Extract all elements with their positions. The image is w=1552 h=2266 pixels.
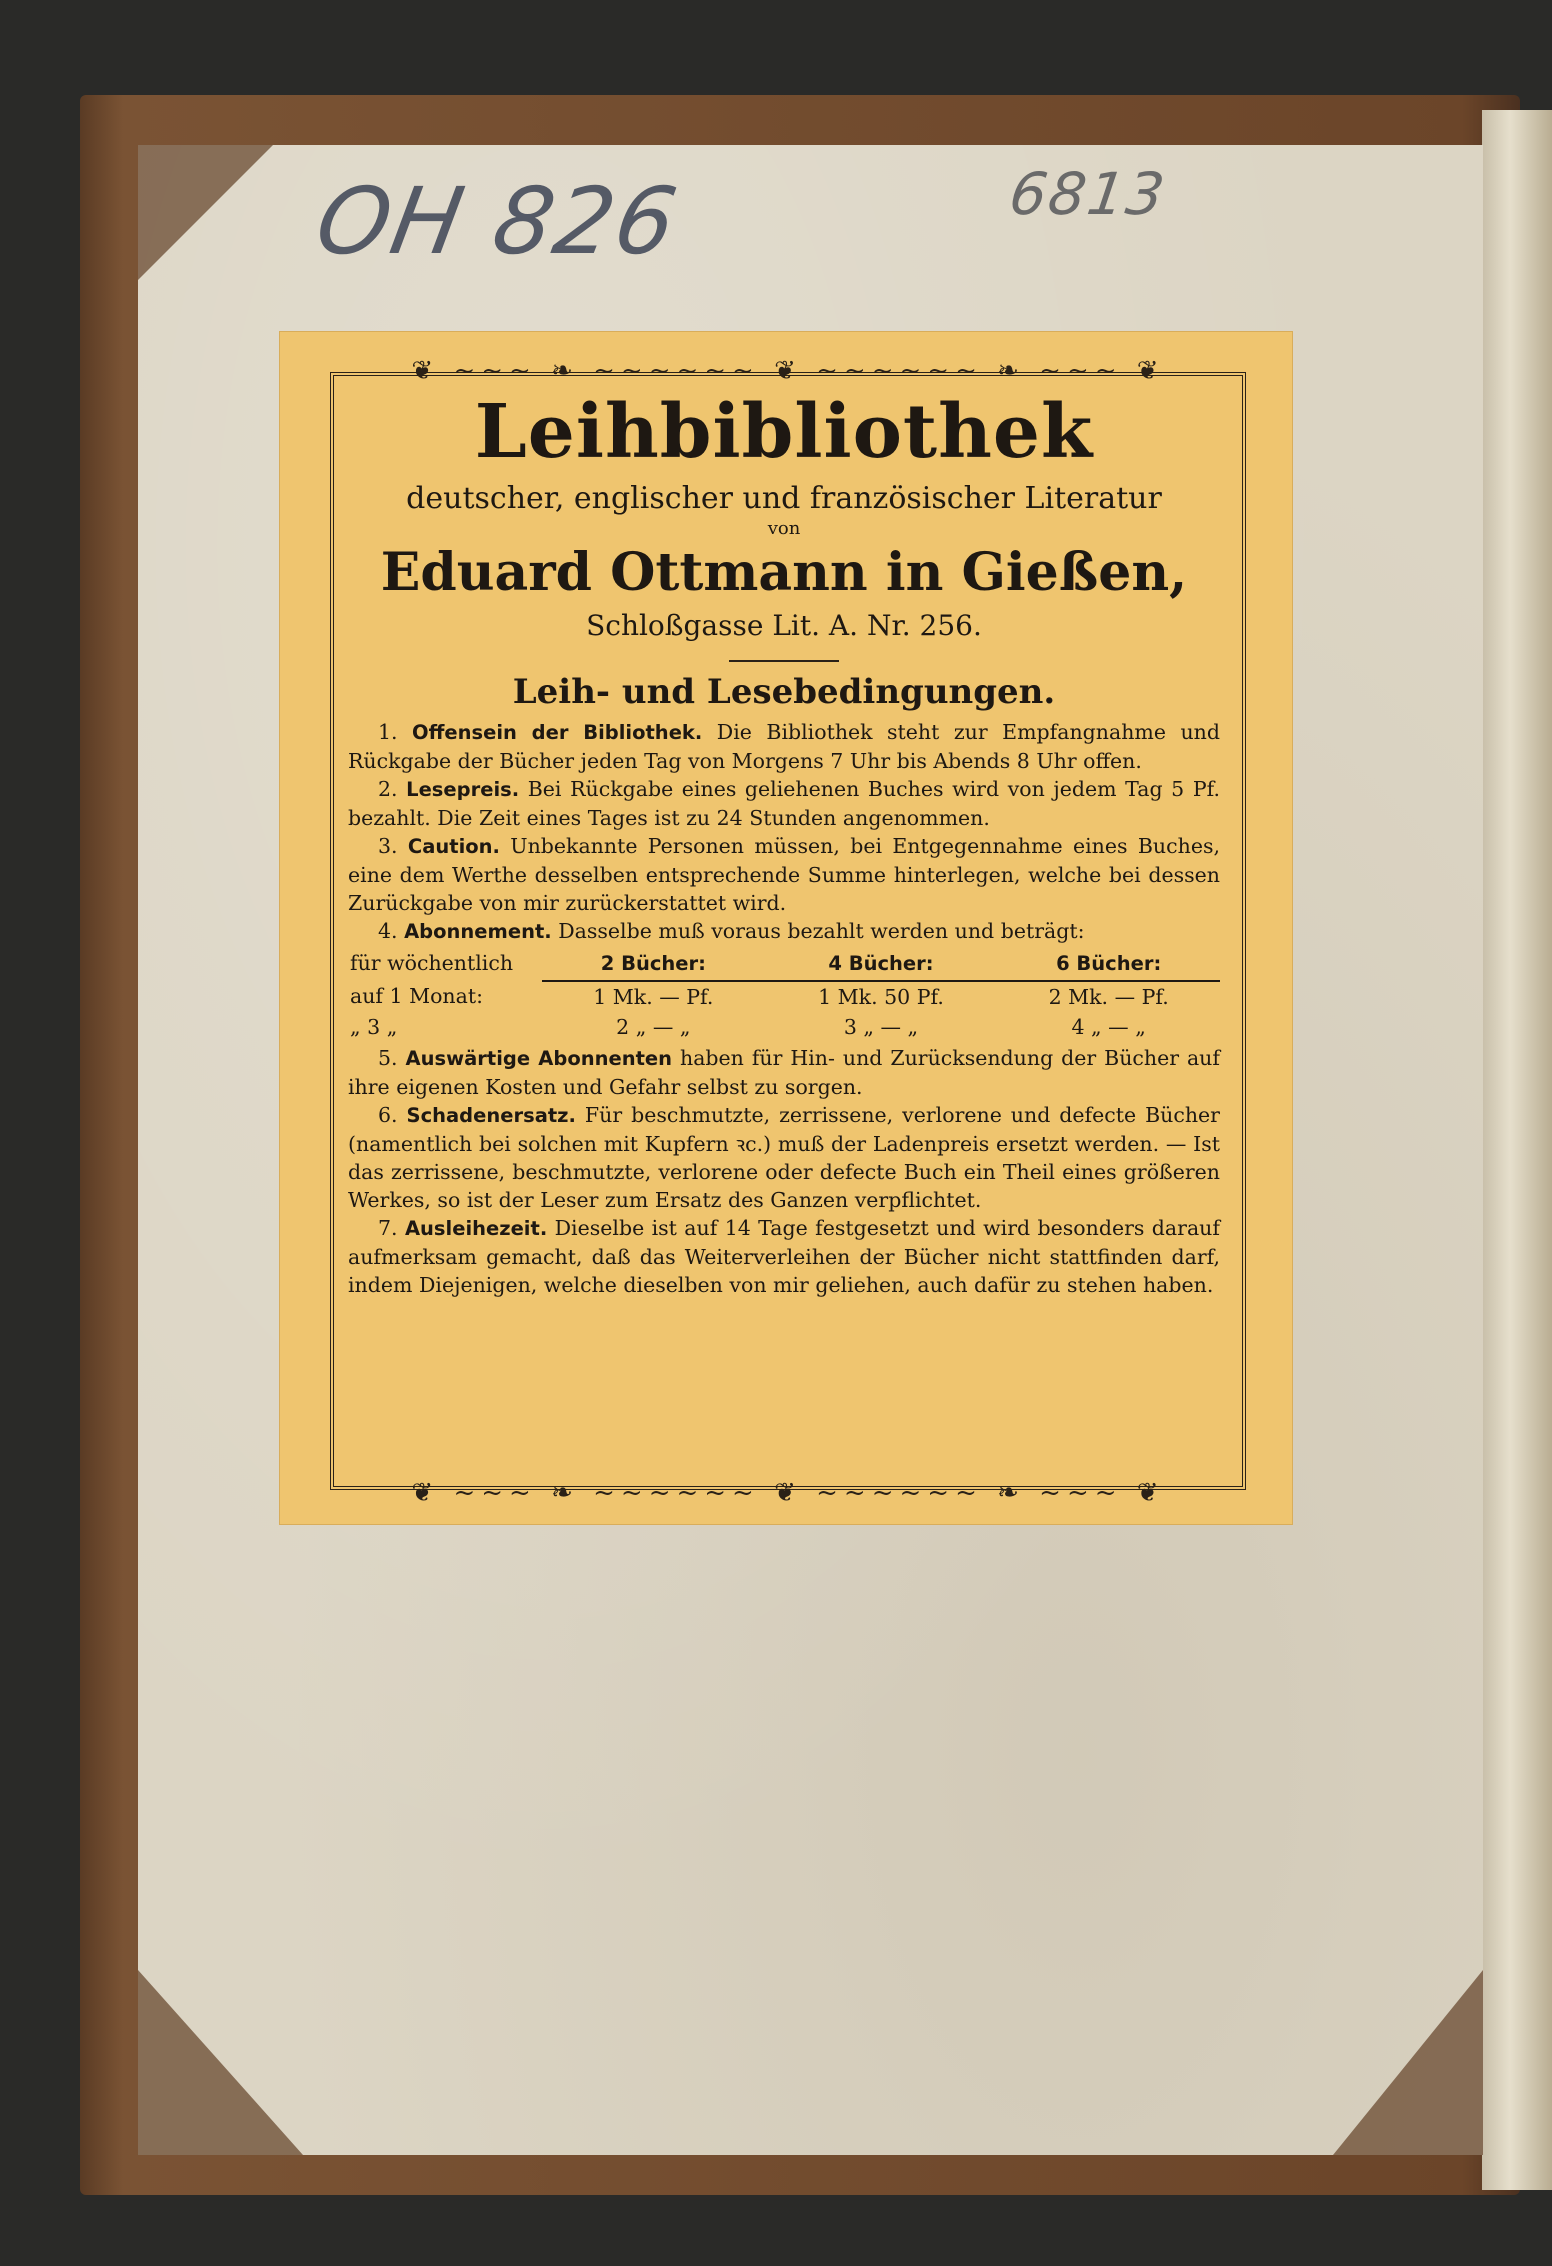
rule-item: 4. Abonnement. Dasselbe muß voraus bezahlt werden und beträgt: (378, 919, 1085, 944)
library-label (280, 332, 1292, 1524)
rules-list (344, 718, 1224, 1299)
pricing-header-6: 6 Bücher: (997, 948, 1220, 981)
pricing-row-label: „ 3 „ (350, 1015, 398, 1040)
leather-corner-top-left (138, 145, 273, 280)
pricing-row (348, 981, 1220, 1012)
library-title: Leihbibliothek (474, 389, 1094, 475)
conditions-heading: Leih- und Lesebedingungen. (512, 672, 1056, 713)
pricing-header-row (348, 948, 1220, 981)
pricing-row-label-header: für wöchentlich (350, 951, 514, 976)
rule-item: 3. Caution. Unbekannte Personen müssen, bei Entgegennahme eines Buches, eine dem Werthe desselben entsprechende Summe hinterlegen, welche bei dessen Zurückgabe von mir zurückerstattet wird. (348, 834, 1220, 916)
ornament-top-icon: ❦ ~~~ ❧ ~~~~~~ ❦ ~~~~~~ ❧ ~~~ ❦ (411, 356, 1165, 386)
library-subtitle: deutscher, englischer und französischer Literatur (406, 481, 1162, 517)
pricing-cell: 4 „ — „ (1071, 1015, 1146, 1040)
library-von: von (767, 518, 801, 540)
leather-corner-bottom-right (1333, 1970, 1483, 2155)
pricing-cell: 2 „ — „ (616, 1015, 691, 1040)
leather-corner-bottom-left (138, 1970, 303, 2155)
rule-item: 7. Ausleihezeit. Dieselbe ist auf 14 Tage festgesetzt und wird besonders darauf aufmerksam gemacht, daß das Weiterverleihen der Bücher nicht stattfinden darf, indem Diejenigen, welche dieselben von mir geliehen, auch dafür zu stehen haben. (348, 1216, 1220, 1298)
pricing-cell: 3 „ — „ (843, 1015, 919, 1040)
pricing-header-4: 4 Bücher: (765, 948, 998, 981)
rule-item: 5. Auswärtige Abonnenten haben für Hin- und Zurücksendung der Bücher auf ihre eigenen Kosten und Gefahr selbst zu sorgen. (348, 1046, 1220, 1100)
rule-item: 2. Lesepreis. Bei Rückgabe eines geliehenen Buches wird von jedem Tag 5 Pf. bezahlt. Die Zeit eines Tages ist zu 24 Stunden angenommen. (348, 777, 1220, 831)
pricing-row-label: auf 1 Monat: (350, 984, 483, 1009)
pricing-row (348, 1012, 1220, 1042)
handwritten-shelfmark: OH 826 (308, 168, 686, 275)
divider (729, 660, 839, 662)
handwritten-accession-number: 6813 (1005, 160, 1171, 228)
pricing-cell: 2 Mk. — Pf. (1048, 985, 1169, 1010)
book-spine-edge (1482, 110, 1552, 2190)
ornament-bottom-icon: ❦ ~~~ ❧ ~~~~~~ ❦ ~~~~~~ ❧ ~~~ ❦ (411, 1478, 1165, 1508)
pricing-cell: 1 Mk. — Pf. (593, 985, 714, 1010)
pricing-cell: 1 Mk. 50 Pf. (818, 985, 944, 1010)
pricing-table (348, 948, 1220, 1042)
rule-item: 6. Schadenersatz. Für beschmutzte, zerrissene, verlorene und defecte Bücher (namentlich bei solchen mit Kupfern ꝛc.) muß der Ladenpreis ersetzt werden. — Ist das zerrissene, beschmutzte, verlorene oder defecte Buch ein Theil eines größeren Werkes, so ist der Leser zum Ersatz des Ganzen verpflichtet. (348, 1103, 1220, 1213)
library-owner: Eduard Ottmann in Gießen, (380, 542, 1188, 604)
rule-item: 1. Offensein der Bibliothek. Die Bibliothek steht zur Empfangnahme und Rückgabe der Bücher jeden Tag von Morgens 7 Uhr bis Abends 8 Uhr offen. (348, 720, 1220, 774)
library-address: Schloßgasse Lit. A. Nr. 256. (586, 609, 982, 643)
pricing-header-2: 2 Bücher: (542, 948, 765, 981)
label-content (344, 389, 1224, 1299)
